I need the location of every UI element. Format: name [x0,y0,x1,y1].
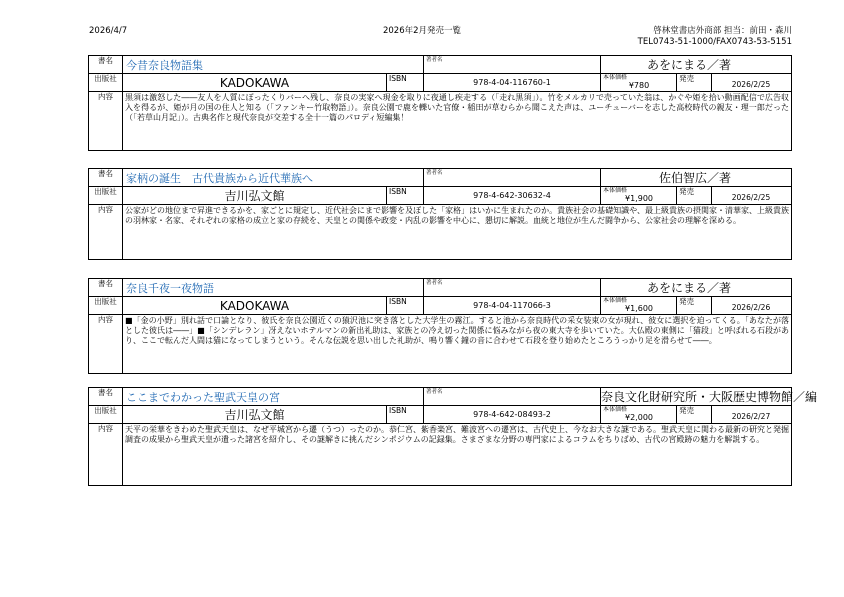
book-author: あをにまる／著 [601,56,792,74]
content-label: 内容 [89,92,123,151]
book-price: ¥780 [628,81,650,90]
price-cell [601,187,677,205]
book-entry [88,278,791,374]
book-author: 佐伯智広／著 [601,169,792,187]
price-label: 本体価格 [603,406,628,413]
book-price: ¥2,000 [625,413,653,422]
book-content: 天平の栄華をきわめた聖武天皇は、なぜ平城宮から遷（うつ）ったのか。恭仁宮、紫香楽宮、難波宮への遷宮は、古代史上、今なお大きな謎である。聖武天皇に関わる最新の研究と発掘調査の成果から聖武天皇が遺った諸宮を紹介し、その謎解きに挑んだシンポジウムの記録集。さまざまな分野の専門家によるコラムをちりばめ、古代の宮殿跡の魅力を解説する。 [123,424,792,486]
price-cell [601,406,677,424]
price-cell [601,74,677,92]
shop-info [638,26,792,48]
book-content: 公家がどの地位まで昇進できるかを、家ごとに規定し、近代社会にまで影響を及ぼした「家格」はいかに生まれたのか。貴族社会の基礎知識や、最上級貴族の摂関家・清華家、上級貴族の羽林家・名家、それぞれの家格の成立と家の存続を、天皇との関係や政変・内乱の影響を中心に、懇切に解説。血統と地位が生んだ闘争から、公家社会の理解を深める。 [123,205,792,260]
publisher-label: 出版社 [89,406,123,424]
book-date: 2026/2/27 [731,412,771,421]
publisher-label: 出版社 [89,187,123,205]
content-label: 内容 [89,424,123,486]
book-date: 2026/2/26 [731,303,771,312]
shop-contact: TEL0743-51-1000/FAX0743-53-5151 [637,37,792,47]
author-label: 著者名 [424,56,601,74]
book-entry [88,55,791,153]
title-label: 書名 [89,388,123,406]
book-content: 黒須は激怒した――友人を人質にぼったくりバーへ残し、奈良の実家へ現金を取りに夜通し疾走する（「走れ黒須」）。竹をメルカリで売っていた翁は、かぐや姫を拾い動画配信で広告収入を得るが、姫が月の国の住人と知る（「ファンキー竹取物語」）。奈良公園で鹿を轢いた官僚・稲田が草むらから聞こえた声は、ユーチューバーを志した高校時代の親友・理一郎だった（「若草山月記」）。古典名作と現代奈良が交差する全十一篇のパロディ短編集！ [123,92,792,151]
title-label: 書名 [89,56,123,74]
price-label: 本体価格 [603,187,628,194]
book-publisher: KADOKAWA [123,297,387,315]
book-price: ¥1,600 [625,304,653,313]
price-label: 本体価格 [603,297,628,304]
release-cell [677,297,792,315]
book-entry [88,387,818,487]
book-isbn: 978-4-04-116760-1 [424,74,601,92]
book-author: あをにまる／著 [601,279,792,297]
isbn-label: ISBN [387,406,424,424]
title-label: 書名 [89,279,123,297]
book-publisher: KADOKAWA [123,74,387,92]
book-publisher: 吉川弘文館 [123,187,387,205]
isbn-label: ISBN [387,74,424,92]
book-content: ■「金の小野」別れ話で口論となり、彼氏を奈良公園近くの猿沢池に突き落とした大学生の霧江。すると池から奈良時代の采女装束の女が現れ、彼女に選択を迫ってくる。「あなたが落とした彼氏は――」■「シンデレラン」冴えないホテルマンの新出礼助は、家族との冷え切った関係に悩みながら夜の東大寺を歩いていた。大仏殿の東側に「猫段」と呼ばれる石段があり、ここで転んだ人間は猫になってしまうという。そんな伝説を思い出した礼助が、鳴り響く鐘の音に合わせて石段を登り始めたところうっかり足を滑らせて――。 [123,315,792,374]
author-label: 著者名 [424,388,601,406]
release-label: 発売 [677,187,712,204]
price-label: 本体価格 [603,74,628,81]
shop-name: 啓林堂書店外商部 担当：前田・森川 [653,26,792,36]
content-label: 内容 [89,205,123,260]
price-cell [601,297,677,315]
release-label: 発売 [677,406,712,423]
book-isbn: 978-4-642-08493-2 [424,406,601,424]
release-cell [677,406,792,424]
release-cell [677,74,792,92]
release-label: 発売 [677,297,712,314]
book-publisher: 吉川弘文館 [123,406,387,424]
book-price: ¥1,900 [625,194,653,203]
book-date: 2026/2/25 [731,80,771,89]
publisher-label: 出版社 [89,74,123,92]
print-date: 2026/4/7 [89,26,128,36]
book-title: 今昔奈良物語集 [123,56,424,74]
release-label: 発売 [677,74,712,91]
book-title: 家柄の誕生 古代貴族から近代華族へ [123,169,424,187]
isbn-label: ISBN [387,297,424,315]
book-date: 2026/2/25 [731,193,771,202]
page-title: 2026年2月発売一覧 [382,26,462,36]
release-cell [677,187,792,205]
author-label: 著者名 [424,279,601,297]
book-isbn: 978-4-642-30632-4 [424,187,601,205]
title-label: 書名 [89,169,123,187]
book-title: 奈良千夜一夜物語 [123,279,424,297]
book-isbn: 978-4-04-117066-3 [424,297,601,315]
content-label: 内容 [89,315,123,374]
author-label: 著者名 [424,169,601,187]
book-author: 奈良文化財研究所・大阪歴史博物館／編 [601,388,792,406]
isbn-label: ISBN [387,187,424,205]
book-entry [88,168,791,262]
publisher-label: 出版社 [89,297,123,315]
book-title: ここまでわかった聖武天皇の宮 [123,388,424,406]
